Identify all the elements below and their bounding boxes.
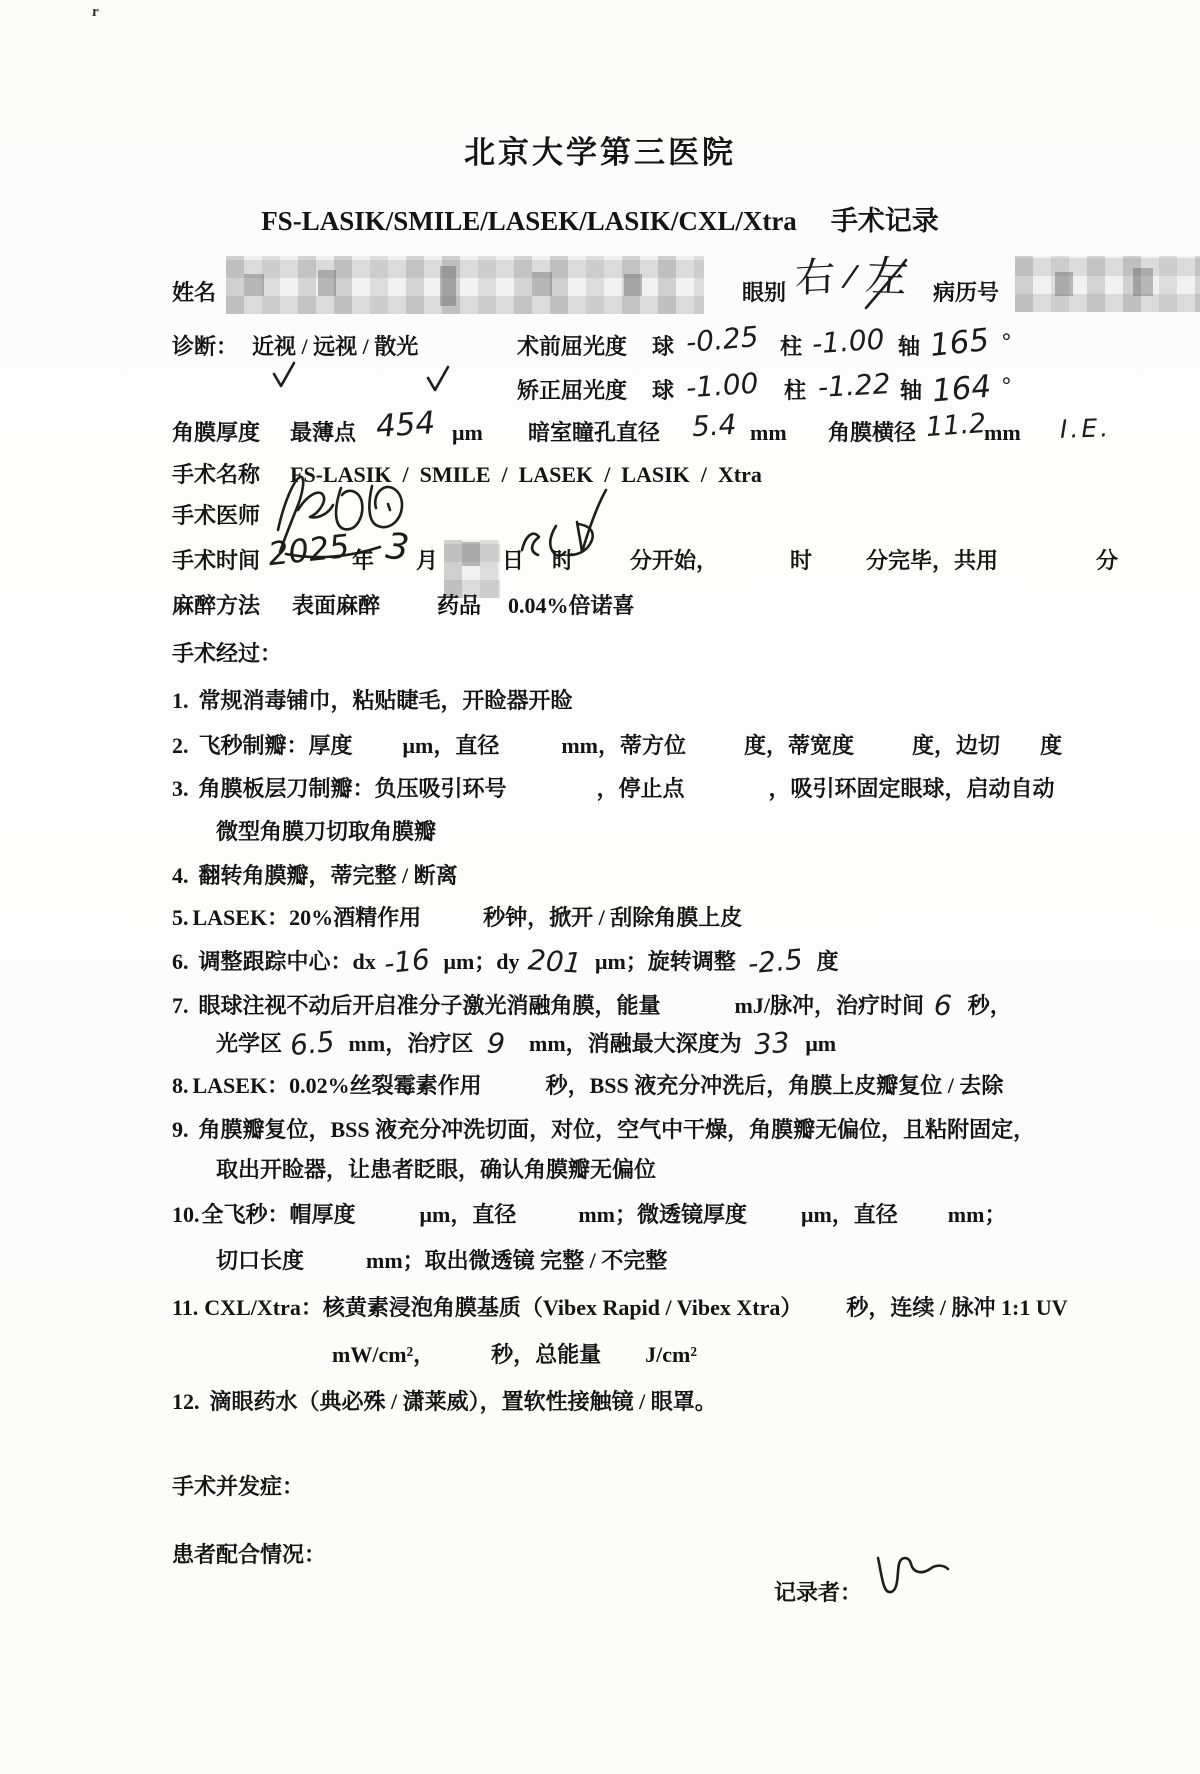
step-text: 度，边切 bbox=[912, 733, 1001, 758]
step-text: 秒， bbox=[967, 993, 1012, 1018]
step-text: 飞秒制瓣：厚度 bbox=[198, 733, 353, 758]
step-text: μm，直径 bbox=[800, 1202, 898, 1227]
corrected-axis-value: 164 bbox=[930, 368, 993, 410]
step-text: μm；旋转调整 bbox=[594, 949, 736, 974]
step-text: mW/cm²， bbox=[332, 1342, 436, 1367]
step-text: 光学区 bbox=[216, 1031, 283, 1056]
hour-unit: 时 bbox=[552, 548, 575, 573]
step-3 bbox=[172, 774, 1055, 804]
anesthesia-label: 麻醉方法 bbox=[172, 593, 261, 618]
thinnest-value: 454 bbox=[374, 404, 437, 446]
anesthesia-method: 表面麻醉 bbox=[292, 593, 381, 618]
step-10-continuation bbox=[216, 1246, 667, 1276]
step-5 bbox=[172, 903, 742, 933]
step-text: LASEK：0.02%丝裂霉素作用 bbox=[192, 1073, 482, 1098]
step-text: 全飞秒：帽厚度 bbox=[201, 1202, 356, 1227]
ablation-depth-value: 33 bbox=[752, 1025, 791, 1062]
thinnest-unit: μm bbox=[452, 420, 483, 445]
step-text: 秒钟，掀开 / 刮除角膜上皮 bbox=[483, 905, 743, 930]
degree-sign: ° bbox=[1002, 328, 1011, 353]
record-no-label: 病历号 bbox=[933, 280, 1000, 305]
step-text: mm，消融最大深度为 bbox=[529, 1031, 742, 1056]
name-label: 姓名 bbox=[172, 280, 217, 305]
cooperation-label: 患者配合情况： bbox=[172, 1542, 327, 1567]
step-text: mm； bbox=[947, 1202, 1007, 1227]
form-title-procedures: FS-LASIK/SMILE/LASEK/LASIK/CXL/Xtra bbox=[261, 206, 797, 236]
optical-zone-value: 6.5 bbox=[288, 1024, 337, 1063]
step-text: 翻转角膜瓣，蒂完整 / 断离 bbox=[198, 863, 458, 888]
step-number: 6. bbox=[172, 949, 189, 974]
cornea-diameter-value: 11.2 bbox=[924, 407, 988, 444]
step-number: 9. bbox=[172, 1117, 189, 1142]
step-number: 11. bbox=[172, 1295, 199, 1320]
step-text: J/cm² bbox=[645, 1342, 697, 1367]
rotation-value: -2.5 bbox=[746, 942, 804, 981]
corrected-label: 矫正屈光度 bbox=[517, 378, 628, 403]
eye-value-slash: / bbox=[842, 258, 858, 295]
step-text: ，吸引环固定眼球，启动自动 bbox=[768, 776, 1055, 801]
hour-unit-2: 时 bbox=[790, 548, 813, 573]
step-12 bbox=[172, 1387, 717, 1417]
step-text: 微型角膜刀切取角膜瓣 bbox=[216, 819, 437, 844]
diagnosis-options: 近视 / 远视 / 散光 bbox=[252, 334, 419, 359]
step-9 bbox=[172, 1115, 1035, 1145]
step-number: 10. bbox=[172, 1202, 200, 1227]
year-value: 2025 bbox=[266, 526, 352, 574]
eye-value-left: 左 bbox=[863, 251, 912, 302]
step-number: 3. bbox=[172, 776, 189, 801]
preop-cyl-value: -1.00 bbox=[810, 322, 886, 361]
day-unit: 日 bbox=[502, 548, 525, 573]
treatment-time-value: 6 bbox=[933, 988, 953, 1023]
record-no-redaction bbox=[1015, 256, 1200, 312]
step-text: 秒，连续 / 脉冲 1:1 UV bbox=[846, 1295, 1068, 1320]
preop-refraction-label: 术前屈光度 bbox=[517, 334, 628, 359]
step-text: mm，治疗区 bbox=[348, 1031, 474, 1056]
step-8 bbox=[172, 1071, 1003, 1101]
step-text: 度 bbox=[1040, 733, 1063, 758]
step-text: 取出开睑器，让患者眨眼，确认角膜瓣无偏位 bbox=[216, 1157, 657, 1182]
drug-value: 0.04%倍诺喜 bbox=[508, 593, 635, 618]
start-text: 分开始， bbox=[630, 548, 719, 573]
degree-sign: ° bbox=[1002, 372, 1011, 397]
step-number: 2. bbox=[172, 733, 189, 758]
step-text: ，停止点 bbox=[596, 776, 685, 801]
diagnosis-label: 诊断： bbox=[172, 334, 239, 359]
pupil-unit: mm bbox=[750, 420, 787, 445]
step-number: 7. bbox=[172, 993, 189, 1018]
drug-label: 药品 bbox=[437, 593, 482, 618]
step-text: mm；取出微透镜 完整 / 不完整 bbox=[366, 1248, 668, 1273]
pupil-value: 5.4 bbox=[691, 407, 738, 444]
step-11-continuation bbox=[332, 1340, 697, 1370]
corrected-axis-label: 轴 bbox=[900, 378, 923, 403]
step-text: LASEK：20%酒精作用 bbox=[192, 905, 422, 930]
step-text: 度，蒂宽度 bbox=[743, 733, 854, 758]
treatment-zone-value: 9 bbox=[485, 1026, 507, 1061]
preop-cyl-label: 柱 bbox=[780, 334, 803, 359]
surgery-time-label: 手术时间 bbox=[172, 548, 261, 573]
eye-left-strikethrough bbox=[858, 251, 914, 312]
step-number: 4. bbox=[172, 863, 189, 888]
step-number: 1. bbox=[172, 688, 189, 713]
month-value: 3 bbox=[383, 525, 412, 570]
margin-note: I.E. bbox=[1059, 413, 1112, 444]
eye-value-right: 右 bbox=[794, 253, 836, 303]
corrected-cyl-value: -1.22 bbox=[817, 367, 892, 404]
step-text: 常规消毒铺巾，粘贴睫毛，开睑器开睑 bbox=[198, 688, 573, 713]
form-title bbox=[0, 206, 1200, 236]
preop-sphere-label: 球 bbox=[652, 334, 675, 359]
step-6 bbox=[172, 942, 839, 981]
step-text: 度 bbox=[816, 949, 839, 974]
step-text: 秒，BSS 液充分冲洗后，角膜上皮瓣复位 / 去除 bbox=[545, 1073, 1004, 1098]
step-3-continuation bbox=[216, 817, 436, 847]
preop-axis-label: 轴 bbox=[898, 334, 921, 359]
dy-value: 201 bbox=[526, 943, 583, 980]
step-7-continuation bbox=[216, 1024, 837, 1063]
step-4 bbox=[172, 861, 458, 891]
end-text: 分完毕，共用 bbox=[866, 548, 999, 573]
cornea-diameter-label: 角膜横径 bbox=[828, 420, 917, 445]
day-redaction bbox=[444, 540, 500, 598]
dx-value: -16 bbox=[382, 942, 432, 981]
complications-label: 手术并发症： bbox=[172, 1474, 305, 1499]
step-text: 秒，总能量 bbox=[491, 1342, 602, 1367]
month-unit: 月 bbox=[416, 548, 439, 573]
step-text: 角膜瓣复位，BSS 液充分冲洗切面，对位，空气中干燥，角膜瓣无偏位，且粘附固定， bbox=[198, 1117, 1036, 1142]
step-text: μm，直径 bbox=[402, 733, 500, 758]
procedure-title: 手术经过： bbox=[172, 641, 283, 666]
step-text: mJ/脉冲，治疗时间 bbox=[734, 993, 924, 1018]
recorder-signature bbox=[868, 1550, 956, 1608]
cornea-diameter-unit: mm bbox=[984, 420, 1021, 445]
step-text: mm；微透镜厚度 bbox=[578, 1202, 747, 1227]
step-text: CXL/Xtra：核黄素浸泡角膜基质（Vibex Rapid / Vibex Xtra） bbox=[204, 1295, 803, 1320]
corrected-cyl-label: 柱 bbox=[784, 378, 807, 403]
astigmatism-checkmark bbox=[424, 364, 452, 394]
preop-sphere-value: -0.25 bbox=[684, 319, 760, 360]
step-text: mm，蒂方位 bbox=[561, 733, 686, 758]
step-11 bbox=[172, 1293, 1068, 1323]
total-unit: 分 bbox=[1096, 548, 1119, 573]
myopia-checkmark bbox=[270, 360, 298, 390]
step-number: 12. bbox=[172, 1389, 200, 1414]
step-text: 角膜板层刀制瓣：负压吸引环号 bbox=[198, 776, 507, 801]
step-text: 眼球注视不动后开启准分子激光消融角膜，能量 bbox=[198, 993, 661, 1018]
step-number: 8. bbox=[172, 1073, 189, 1098]
step-text: 切口长度 bbox=[216, 1248, 305, 1273]
corrected-sphere-value: -1.00 bbox=[684, 366, 760, 405]
step-text: μm，直径 bbox=[419, 1202, 517, 1227]
year-unit: 年 bbox=[352, 548, 375, 573]
surgeon-label: 手术医师 bbox=[172, 503, 261, 528]
step-text: 滴眼药水（典必殊 / 潇莱威），置软性接触镜 / 眼罩。 bbox=[209, 1389, 717, 1414]
step-text: μm；dy bbox=[443, 949, 520, 974]
step-text: 调整跟踪中心：dx bbox=[198, 949, 376, 974]
step-1 bbox=[172, 686, 573, 716]
corrected-sphere-label: 球 bbox=[652, 378, 675, 403]
page-title: 北京大学第三医院 bbox=[464, 135, 736, 170]
step-7 bbox=[172, 990, 1012, 1021]
step-text: μm bbox=[805, 1031, 837, 1056]
form-title-type: 手术记录 bbox=[830, 206, 939, 236]
surgery-name-label: 手术名称 bbox=[172, 462, 261, 487]
step-9-continuation bbox=[216, 1155, 656, 1185]
corner-scan-mark: r bbox=[91, 3, 100, 21]
eye-label: 眼别 bbox=[742, 280, 787, 305]
recorder-label: 记录者： bbox=[774, 1580, 863, 1605]
pupil-diameter-label: 暗室瞳孔直径 bbox=[528, 420, 661, 445]
step-2 bbox=[172, 731, 1062, 761]
surgery-name-options: FS-LASIK / SMILE / LASEK / LASIK / Xtra bbox=[290, 462, 762, 487]
cornea-thickness-label: 角膜厚度 bbox=[172, 420, 261, 445]
preop-axis-value: 165 bbox=[928, 322, 991, 364]
name-redaction bbox=[226, 256, 704, 314]
step-10 bbox=[172, 1200, 1006, 1230]
thinnest-point-label: 最薄点 bbox=[290, 420, 357, 445]
step-number: 5. bbox=[172, 905, 189, 930]
